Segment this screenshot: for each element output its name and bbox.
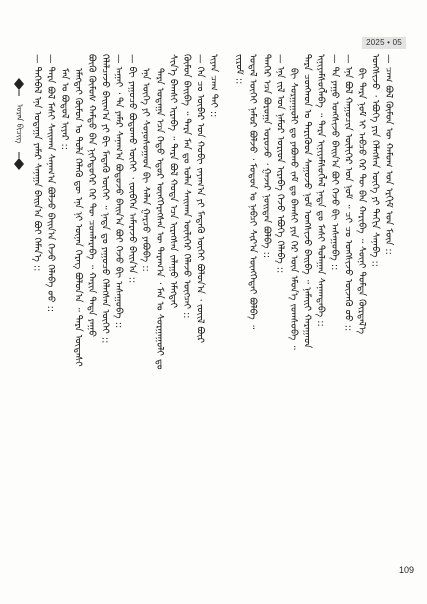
- text-line: — ᠡᠨᠡ ᠪᠣᠯ ᠬᠠᠭᠤᠴᠢᠨ ᠦᠯᠢᠭᠡᠷ ᠤᠨ ᠨᠣᠮ ᠃ ᠴᠢ ᠴᠤ ᠤᠩᠰᠢᠵᠤ ᠦᠵᠡᠬᠦ ᠦᠦ ::: [342, 54, 354, 332]
- text-line: — ᠲᠡᠭᠡᠪᠡᠯ ᠡᠨᠡ ᠤᠳᠠᠭᠠ ᠶᠠᠮᠠᠷ ᠰᠠᠨᠠᠭᠠ ᠪᠠᠢᠨ᠎ᠠ ᠪᠤᠢ ᠬᠡᠮᠡᠨ᠎ᠡ ::: [31, 54, 43, 272]
- text-line: ᠢᠨᠢᠶᠡᠮᠰᠦᠭᠯᠡᠪᠡ ᠃ ᠲᠡᠷᠡ ᠢᠨᠢᠶᠡᠮᠰᠦᠭᠯᠡᠯ ᠨᠠᠳᠠ ᠳᠤ ᠮᠠᠰᠢ ᠳᠤᠯᠠᠭᠠᠨ ᠰᠠᠨᠠᠭᠳᠠᠪᠠ ::: [315, 54, 327, 327]
- text-line: ᠰᠢᠨ᠎ᠡ ᠪᠠᠭᠰᠢ ᠢᠷᠡᠪᠡ ᠃ ᠲᠡᠷᠡ ᠪᠣᠯ ᠬᠣᠲᠠ ᠡᠴᠡ ᠢᠷᠡᠭᠰᠡᠨ ᠵᠠᠯᠠᠭᠤ ᠡᠮᠡᠭᠲᠡᠢ: [167, 54, 179, 309]
- text-line: — ᠴᠠᠭ ᠪᠣᠯ ᠬᠦᠮᠦᠨ ᠦ ᠬᠠᠮᠤᠭ ᠤᠨ ᠡᠷᠬᠢᠮ ᠡᠳ ᠮᠦᠨ ::: [383, 54, 395, 255]
- text-line: ᠵᠢᠷᠤᠮ ::: [233, 54, 245, 85]
- text-line: ᠪᠢ ᠰᠤᠷᠭᠠᠭᠤᠯᠢ ᠳᠤ ᠶᠠᠪᠤᠬᠤ ᠵᠠᠮ ᠳᠤ ᠪᠠᠭᠰᠢ ᠶᠢᠨ ᠭᠡᠷ ᠦᠨ ᠡᠮᠦᠨ᠎ᠡ ᠵᠣᠭᠰᠣᠪᠠ ᠃: [287, 68, 299, 350]
- section-title: ᠤᠷᠠᠨ ᠪᠢᠴᠢᠭ: [15, 104, 24, 144]
- text-line: — ᠡᠨᠡ ᠵᠢᠯ ᠤᠨ ᠨᠠᠮᠤᠷ ᠤᠷᠢᠳ ᠢᠷᠡᠪᠡ ᠭᠡᠵᠦ ᠡᠪᠦᠭᠡ ᠬᠡᠯᠡᠪᠡ ::: [274, 54, 286, 274]
- right-text-column: [232, 54, 404, 570]
- text-line: — ᠠᠭᠠᠢ ᠂ ᠲᠠ ᠶᠠᠮᠠᠷ ᠰᠠᠨᠠᠭ᠎ᠠ ᠪᠣᠳᠣᠵᠤ ᠪᠠᠢᠨ᠎ᠠ ᠪᠤᠢ ᠭᠡᠵᠦ ᠪᠢ ᠠᠰᠠᠭᠤᠪᠠ ::: [113, 54, 125, 329]
- text-line: ᠲᠡᠨᠭᠡᠷ ᠡᠴᠡ ᠪᠣᠷᠤᠭᠠ ᠣᠷᠣᠵᠤ ᠂ ᠭᠠᠵᠠᠷ ᠨᠣᠢᠲᠠᠨ ᠪᠣᠯᠪᠠ ::: [260, 54, 272, 259]
- text-line: ᠮᠠᠨ ᠤ ᠪᠣᠳᠣᠯ ᠢᠶᠠᠷ ::: [58, 68, 70, 150]
- issue-badge: 2025 • 05: [362, 37, 406, 49]
- text-line: ᠪᠦᠬᠦ ᠬᠦᠮᠦᠰ ᠬᠠᠮᠲᠤ ᠪᠠᠨ ᠨᠢᠭᠡᠳᠦᠭᠡᠷ ᠭᠡᠷ ᠲᠦ ᠴᠤᠭᠯᠠᠷᠠᠪᠠ ᠃ ᠬᠠᠷᠢᠨ ᠲᠡᠳᠡ ᠶᠠᠭᠤ: [85, 54, 97, 337]
- text-line: ᠡᠮᠡᠭᠲᠡᠢ ᠬᠦᠮᠦᠨ ᠤ ᠲᠤᠯᠠ ᠬᠡᠯᠡᠬᠦ ᠳᠦ ᠡᠨᠡ ᠨᠢ ᠦᠨᠡᠨ ᠬᠡᠷᠡᠭ ᠪᠣᠯᠤᠨ᠎ᠠ ᠃ ᠲᠡᠷᠡ ᠦᠳᠡᠰᠢ: [72, 68, 84, 367]
- left-text-column: [30, 54, 220, 570]
- text-line: ᠲᠡᠷᠡ ᠤᠳᠠᠭᠠ ᠡᠴᠡ ᠬᠡᠳᠦ ᠡᠳᠦᠷ ᠥᠩᠭᠡᠷᠡᠭᠰᠡᠨ ᠦ ᠳᠠᠷᠠᠭ᠎ᠠ ᠂ ᠮᠠᠨ ᠤ ᠰᠤᠷᠭᠠᠭᠤᠯᠢ ᠳᠤ: [153, 68, 165, 370]
- text-line: ᠡᠨᠡ ᠦᠭᠡ ᠶᠢ ᠰᠣᠨᠣᠰᠤᠭᠠᠳ ᠪᠢ ᠰᠠᠯᠠᠨ ᠭᠠᠷᠴᠤ ᠶᠠᠪᠤᠪᠠ ::: [140, 68, 152, 272]
- text-line: — ᠲᠡᠷᠡ ᠪᠣᠯ ᠮᠠᠰᠢ ᠰᠠᠢᠬᠠᠨ ᠰᠠᠨᠠᠭ᠎ᠠ ᠪᠣᠯᠵᠣ ᠪᠠᠢᠨ᠎ᠠ ᠭᠡᠵᠦ ᠬᠡᠯᠡᠪᠡ ᠦᠦ ::: [45, 54, 57, 313]
- text-line: ᠬᠡᠯᠡᠯᠴᠡᠵᠦ ᠪᠠᠢᠭ᠎ᠠ ᠶᠢ ᠪᠢ ᠮᠡᠳᠡᠬᠦ ᠦᠭᠡᠢ ᠃ ᠨᠠᠳᠠ ᠳᠤ ᠶᠠᠭᠤᠴᠤ ᠬᠡᠯᠡᠭᠰᠡᠨ ᠦᠭᠡᠢ ::: [99, 54, 111, 344]
- text-line: ᠤᠩᠰᠢᠵᠤ ᠂ ᠡᠪᠦᠭᠡ ᠶᠢᠨ ᠬᠡᠯᠡᠭᠰᠡᠨ ᠦᠭᠡ ᠶᠢ ᠳᠠᠬᠢᠨ ᠰᠠᠨᠠᠪᠠ ::: [369, 54, 381, 268]
- text-line: ᠲᠡᠷᠡ ᠴᠣᠩᠬᠣᠨ ᠤ ᠳᠡᠷᠢᠭᠦᠳ ᠰᠠᠭᠤᠵᠤ ᠨᠣᠮ ᠤᠩᠰᠢᠵᠤ ᠪᠠᠢᠪᠠ ᠃ ᠨᠠᠮᠠᠢᠢ ᠬᠠᠷᠠᠭᠠᠳ: [301, 54, 313, 349]
- text-line: ᠬᠦᠮᠦᠨ ᠪᠠᠢᠪᠠ ᠃ ᠲᠡᠷᠡ ᠮᠠᠨ ᠳᠤ ᠣᠯᠠᠨ ᠰᠠᠢᠬᠠᠨ ᠦᠯᠢᠭᠡᠷ ᠬᠡᠯᠡᠵᠦ ᠥᠭᠴᠡᠢ ::: [180, 54, 192, 319]
- text-line: ᠪᠢ ᠲᠡᠷᠡ ᠨᠣᠮ ᠢ ᠠᠪᠴᠤ ᠭᠡᠷ ᠲᠦ ᠪᠠᠨ ᠬᠠᠷᠢᠪᠠ ᠃ ᠰᠦᠨᠢ ᠳᠤᠮᠳᠠ ᠬᠦᠷᠲᠡᠯ᠎ᠡ: [355, 68, 367, 335]
- text-line: ᠢᠶᠡᠨ ᠴᠠᠭ ᠲᠠᠢ ::: [208, 54, 220, 118]
- text-line: — ᠲᠠ ᠶᠠᠭᠤ ᠤᠩᠰᠢᠵᠤ ᠪᠠᠢᠨ᠎ᠠ ᠪᠤᠢ ᠭᠡᠵᠦ ᠪᠢ ᠠᠰᠠᠭᠤᠪᠠ ::: [328, 54, 340, 271]
- page-number: 109: [398, 565, 414, 575]
- text-line: ᠤᠳᠠᠯ ᠦᠭᠡᠢ ᠨᠠᠮᠤᠷ ᠪᠣᠯᠵᠤ ᠂ ᠮᠣᠳᠣᠨ ᠤ ᠨᠠᠪᠴᠢ ᠰᠢᠷ᠎ᠠ ᠥᠩᠭᠡᠲᠡᠢ ᠪᠣᠯᠪᠠ ᠃: [247, 54, 259, 330]
- text-line: — ᠪᠢ ᠶᠠᠭᠤᠴᠤ ᠪᠣᠳᠣᠬᠤ ᠦᠭᠡᠢ ᠂ ᠵᠥᠪᠬᠡᠨ ᠠᠮᠠᠷᠠᠵᠤ ᠪᠠᠢᠨ᠎ᠠ ::: [126, 54, 138, 284]
- text-line: — ᠬᠡᠨ ᠴᠤ ᠥᠪᠡᠷ ᠤᠨ ᠬᠤᠪᠢ ᠵᠠᠶᠠᠭ᠎ᠠ ᠶᠢ ᠮᠡᠳᠡᠬᠦ ᠦᠭᠡᠢ ᠪᠣᠯᠤᠨ᠎ᠠ ᠂ ᠵᠦᠢᠯ ᠪᠦᠷ: [194, 54, 206, 344]
